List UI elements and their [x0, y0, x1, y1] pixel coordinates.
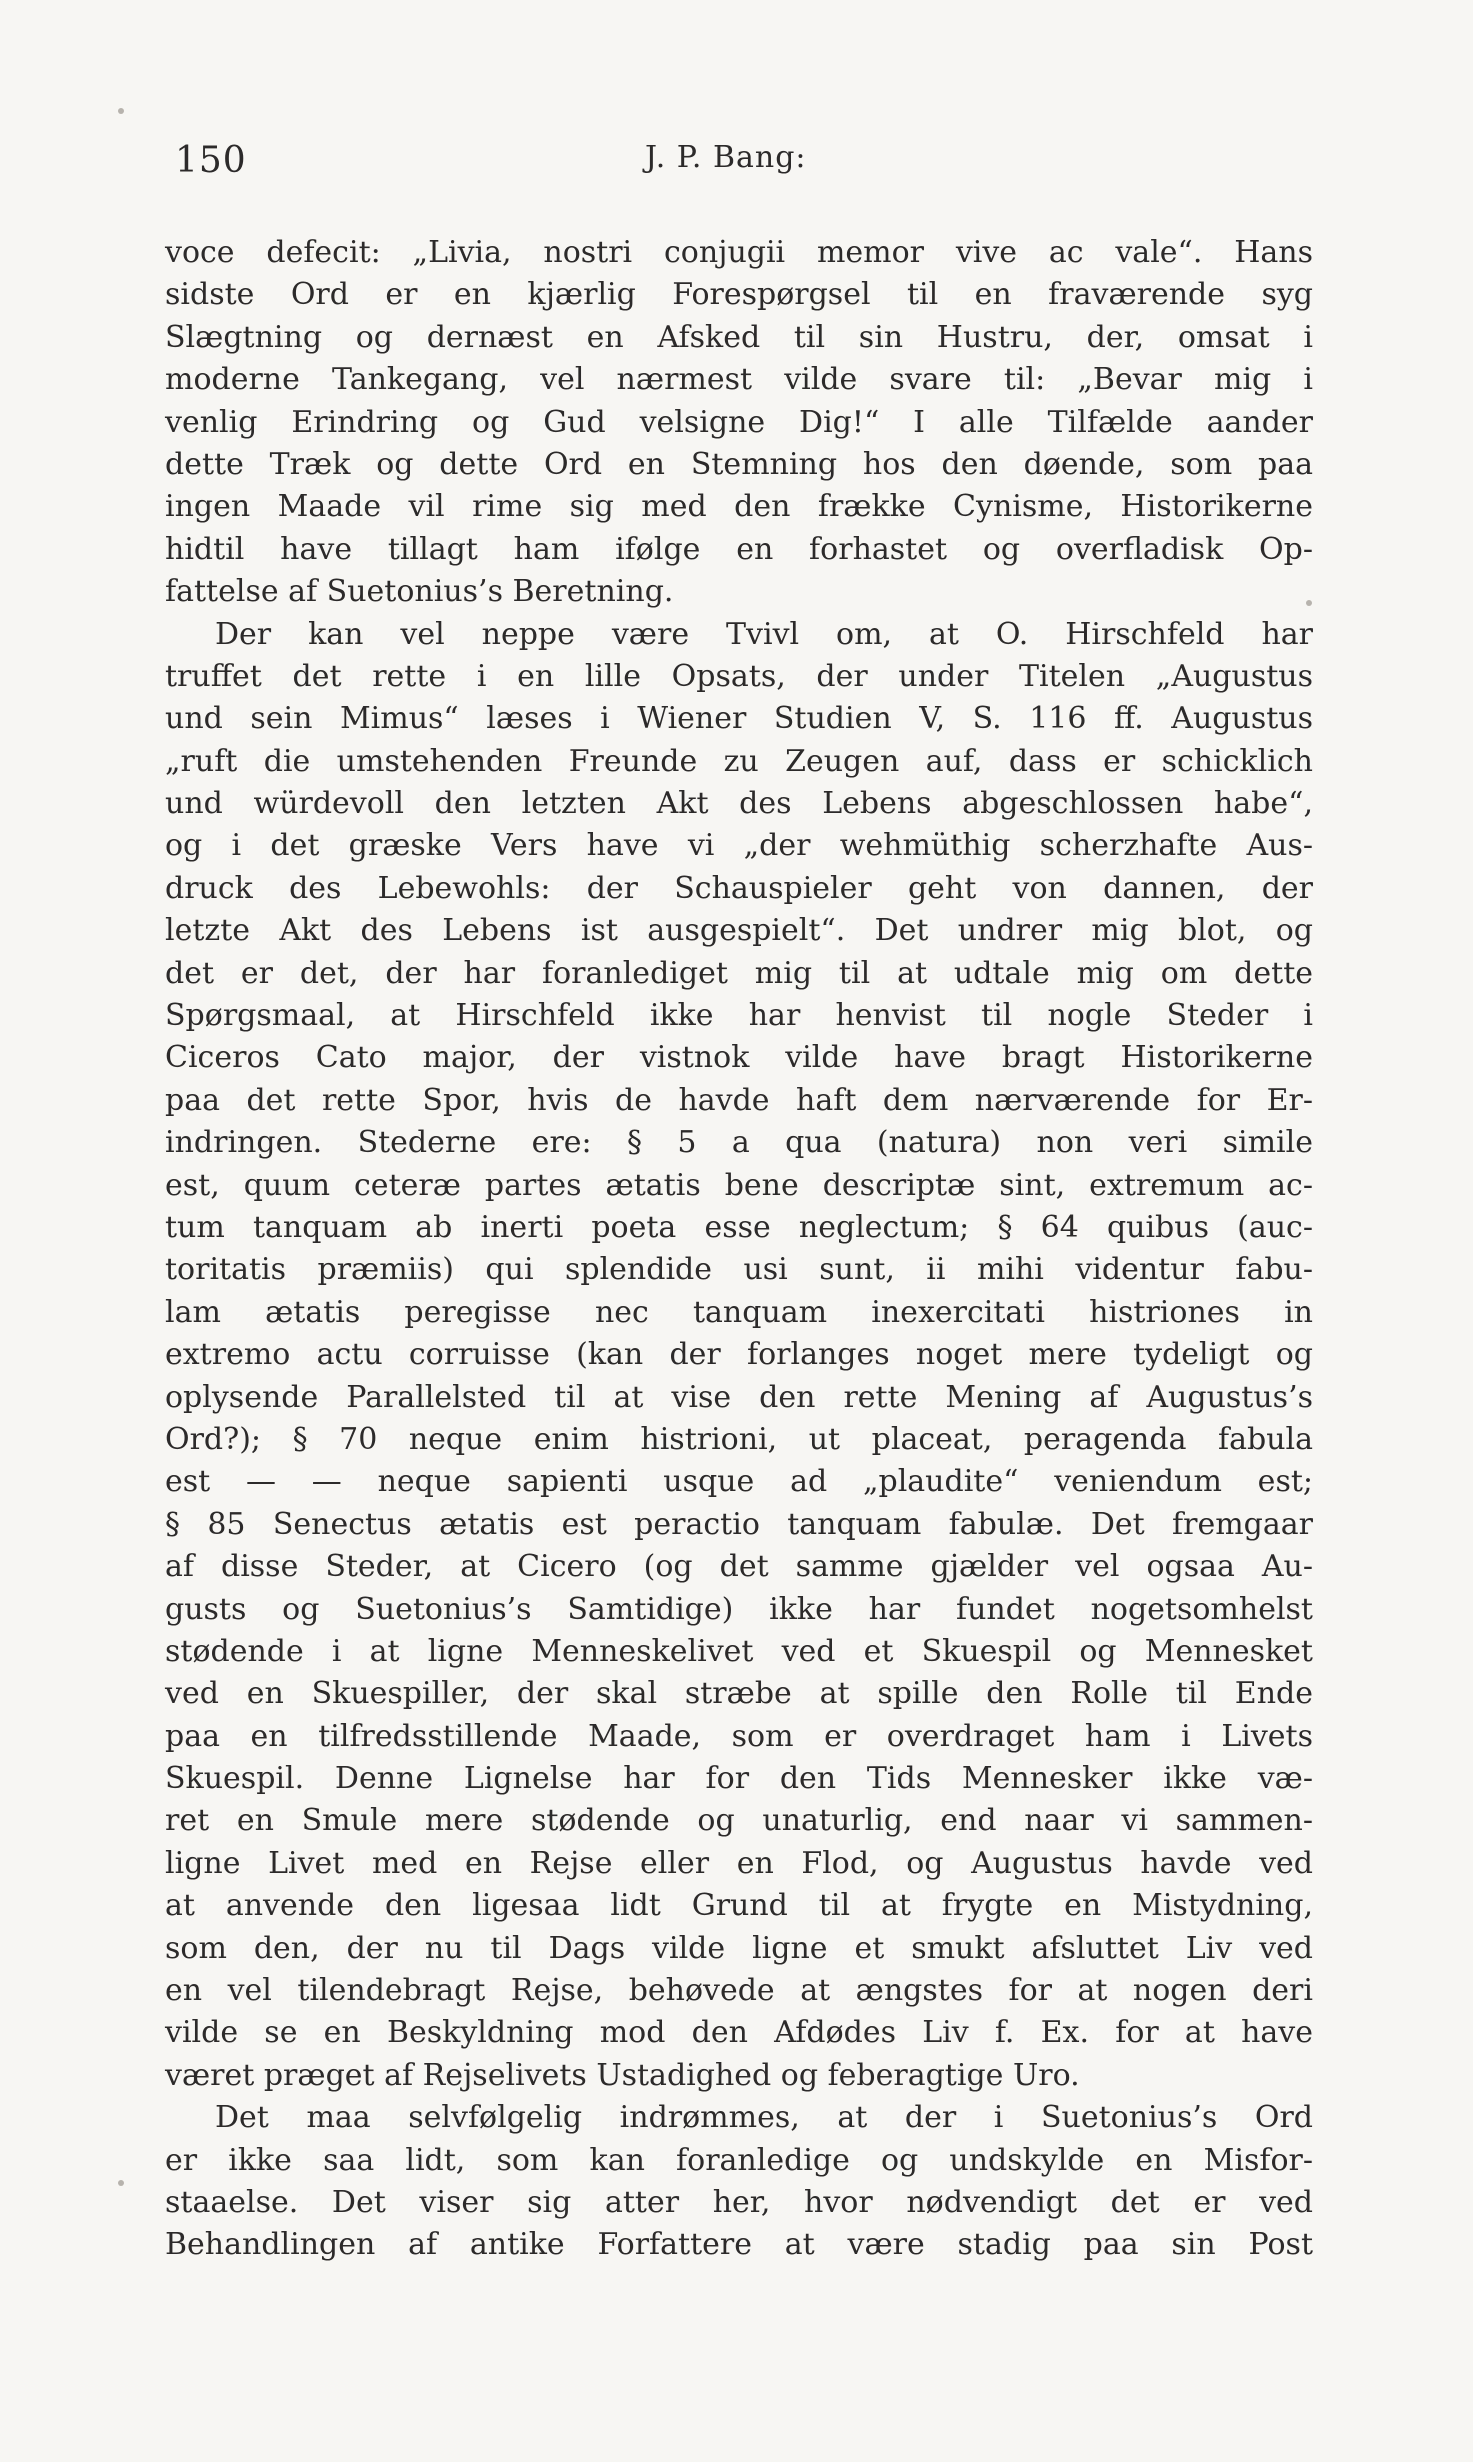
- text-line: som den, der nu til Dags vilde ligne et smukt afsluttet Liv ved: [165, 1930, 1313, 1966]
- body-text: [165, 232, 1313, 2267]
- text-line: paa det rette Spor, hvis de havde haft dem nærværende for Er-: [165, 1082, 1313, 1118]
- paper-speck: [118, 2180, 124, 2186]
- text-line: Slægtning og dernæst en Afsked til sin Hustru, der, omsat i: [165, 319, 1313, 355]
- text-line: voce defecit: „Livia, nostri conjugii memor vive ac vale“. Hans: [165, 235, 1313, 270]
- text-line: det er det, der har foranlediget mig til at udtale mig om dette: [165, 955, 1313, 991]
- text-line: ved en Skuespiller, der skal stræbe at spille den Rolle til Ende: [165, 1676, 1313, 1712]
- text-line: indringen. Stederne ere: § 5 a qua (natura) non veri simile: [165, 1125, 1313, 1161]
- text-line: at anvende den ligesaa lidt Grund til at frygte en Mistydning,: [165, 1888, 1313, 1924]
- text-line: und sein Mimus“ læses i Wiener Studien V, S. 116 ff. Augustus: [165, 701, 1313, 737]
- text-line: est, quum ceteræ partes ætatis bene descriptæ sint, extremum ac-: [165, 1167, 1313, 1203]
- text-line: extremo actu corruisse (kan der forlanges noget mere tydeligt og: [165, 1337, 1313, 1373]
- text-line: paa en tilfredsstillende Maade, som er overdraget ham i Livets: [165, 1718, 1313, 1754]
- text-line: sidste Ord er en kjærlig Forespørgsel til en fraværende syg: [165, 277, 1313, 313]
- text-line: § 85 Senectus ætatis est peractio tanquam fabulæ. Det fremgaar: [165, 1506, 1313, 1542]
- text-line: været præget af Rejselivets Ustadighed og feberagtige Uro.: [165, 2057, 1080, 2093]
- text-line: stødende i at ligne Menneskelivet ved et Skuespil og Mennesket: [165, 1633, 1313, 1669]
- text-line: est — — neque sapienti usque ad „plaudite“ veniendum est;: [165, 1464, 1313, 1500]
- text-line: „ruft die umstehenden Freunde zu Zeugen auf, dass er schicklich: [165, 743, 1313, 779]
- text-line: ligne Livet med en Rejse eller en Flod, og Augustus havde ved: [165, 1845, 1313, 1881]
- text-line: letzte Akt des Lebens ist ausgespielt“. Det undrer mig blot, og: [165, 913, 1313, 949]
- text-line: dette Træk og dette Ord en Stemning hos den døende, som paa: [165, 446, 1313, 482]
- text-line: druck des Lebewohls: der Schauspieler geht von dannen, der: [165, 870, 1313, 906]
- page-number: 150: [175, 140, 247, 181]
- text-line: Behandlingen af antike Forfattere at være stadig paa sin Post: [165, 2227, 1313, 2263]
- text-line: staaelse. Det viser sig atter her, hvor nødvendigt det er ved: [165, 2184, 1313, 2220]
- text-line: venlig Erindring og Gud velsigne Dig!“ I alle Tilfælde aander: [165, 404, 1313, 440]
- text-line: er ikke saa lidt, som kan foranledige og undskylde en Misfor-: [165, 2142, 1313, 2178]
- text-line: Ciceros Cato major, der vistnok vilde have bragt Historikerne: [165, 1040, 1313, 1076]
- text-line: oplysende Parallelsted til at vise den rette Mening af Augustus’s: [165, 1379, 1313, 1415]
- text-line: tum tanquam ab inerti poeta esse neglectum; § 64 quibus (auc-: [165, 1209, 1313, 1245]
- text-line: vilde se en Beskyldning mod den Afdødes Liv f. Ex. for at have: [165, 2015, 1313, 2051]
- text-line: und würdevoll den letzten Akt des Lebens abgeschlossen habe“,: [165, 786, 1313, 822]
- paper-speck: [1306, 600, 1312, 606]
- text-line: toritatis præmiis) qui splendide usi sunt, ii mihi videntur fabu-: [165, 1252, 1313, 1288]
- text-line: af disse Steder, at Cicero (og det samme gjælder vel ogsaa Au-: [165, 1549, 1313, 1585]
- text-line: gusts og Suetonius’s Samtidige) ikke har fundet nogetsomhelst: [165, 1591, 1313, 1627]
- text-line: fattelse af Suetonius’s Beretning.: [165, 574, 674, 610]
- text-line: lam ætatis peregisse nec tanquam inexercitati histriones in: [165, 1294, 1313, 1330]
- paper-speck: [118, 108, 124, 114]
- text-line: en vel tilendebragt Rejse, behøvede at ængstes for at nogen deri: [165, 1973, 1313, 2009]
- text-line: Det maa selvfølgelig indrømmes, at der i Suetonius’s Ord: [215, 2100, 1313, 2136]
- text-line: truffet det rette i en lille Opsats, der under Titelen „Augustus: [165, 658, 1313, 694]
- page-header: [165, 140, 1305, 190]
- text-line: ret en Smule mere stødende og unaturlig, end naar vi sammen-: [165, 1803, 1313, 1839]
- text-line: ingen Maade vil rime sig med den frække Cynisme, Historikerne: [165, 489, 1313, 525]
- text-line: moderne Tankegang, vel nærmest vilde svare til: „Bevar mig i: [165, 362, 1313, 398]
- text-line: og i det græske Vers have vi „der wehmüthig scherzhafte Aus-: [165, 828, 1313, 864]
- text-line: Der kan vel neppe være Tvivl om, at O. Hirschfeld har: [215, 616, 1313, 652]
- text-line: hidtil have tillagt ham ifølge en forhastet og overfladisk Op-: [165, 531, 1313, 567]
- text-line: Skuespil. Denne Lignelse har for den Tids Mennesker ikke væ-: [165, 1761, 1313, 1797]
- text-line: Ord?); § 70 neque enim histrioni, ut placeat, peragenda fabula: [165, 1421, 1313, 1457]
- text-line: Spørgsmaal, at Hirschfeld ikke har henvist til nogle Steder i: [165, 998, 1313, 1034]
- running-head: J. P. Bang:: [645, 140, 807, 175]
